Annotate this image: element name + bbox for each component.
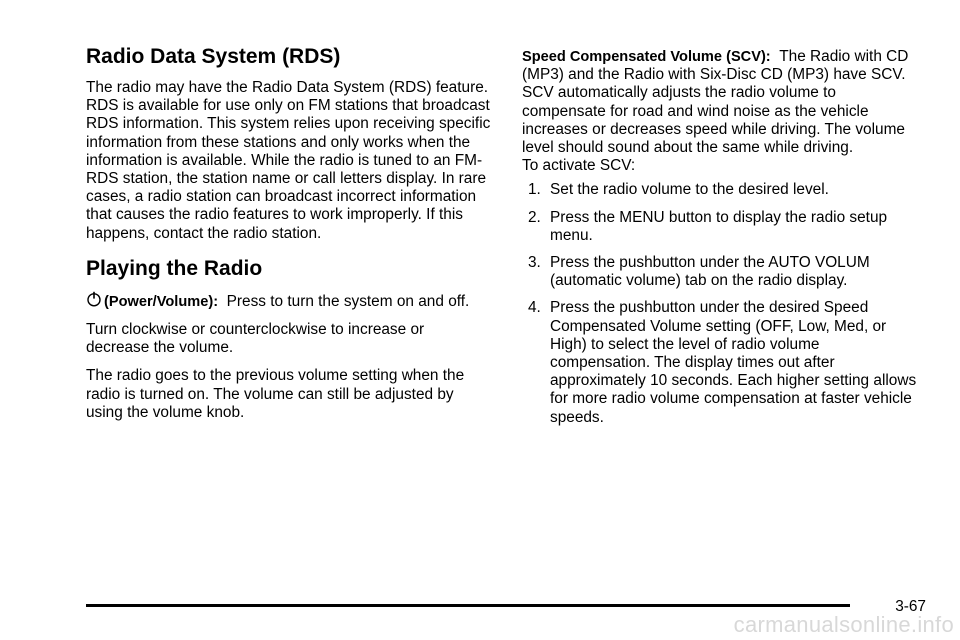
step-number: 4. (528, 299, 541, 317)
activation-steps (522, 181, 922, 426)
activate-intro: To activate SCV: (522, 157, 636, 175)
previous-volume-paragraph: The radio goes to the previous volume setting when the radio is turned on. The volume can still be adjusted by using the volume knob. (86, 367, 465, 421)
step-item (522, 181, 922, 199)
step-text: Set the radio volume to the desired level. (550, 181, 829, 199)
rds-heading: Radio Data System (RDS) (86, 45, 341, 68)
left-column (86, 44, 491, 432)
step-text: Press the MENU button to display the radio setup menu. (550, 208, 888, 244)
step-number: 3. (528, 254, 541, 272)
scv-text: The Radio with CD (MP3) and the Radio with Six-Disc CD (MP3) have SCV. SCV automatically adjusts the radio volume to compensate for road and wind noise as the vehicle increases or decreases speed while driving. The volume level should sound about the same while driving. (522, 48, 909, 157)
power-icon (86, 291, 102, 307)
step-item (522, 254, 922, 290)
scv-paragraph (522, 48, 922, 157)
power-volume-term: (Power/Volume): (104, 293, 219, 310)
step-number: 1. (528, 181, 541, 199)
power-volume-text: Press to turn the system on and off. (226, 292, 470, 310)
step-text: Press the pushbutton under the desired Speed Compensated Volume setting (OFF, Low, Med, or High) to select the level of radio volume compensation. The display times out after approximately 10 seconds. Each higher setting allows for more radio volume compensation at faster vehicle speeds. (550, 299, 917, 426)
turn-knob-paragraph: Turn clockwise or counterclockwise to increase or decrease the volume. (86, 321, 425, 357)
footer-rule (86, 604, 850, 607)
power-volume-paragraph (86, 291, 491, 311)
step-item (522, 209, 922, 245)
step-item (522, 299, 922, 426)
page-number: 3-67 (895, 598, 926, 615)
step-number: 2. (528, 208, 541, 226)
rds-paragraph: The radio may have the Radio Data System (RDS) feature. RDS is available for use only on FM stations that broadcast RDS information. This system relies upon receiving specific information from these stations and only works when the information is available. While the radio is tuned to an FM-RDS station, the station name or call letters display. In rare cases, a radio station can broadcast incorrect information that causes the radio features to work improperly. If this happens, contact the radio station. (86, 79, 491, 242)
scv-term: Speed Compensated Volume (SCV): (522, 49, 771, 65)
right-column (522, 48, 922, 436)
playing-radio-heading: Playing the Radio (86, 256, 263, 280)
step-text: Press the pushbutton under the AUTO VOLUM (automatic volume) tab on the radio display. (550, 254, 870, 290)
watermark: carmanualsonline.info (733, 612, 954, 637)
